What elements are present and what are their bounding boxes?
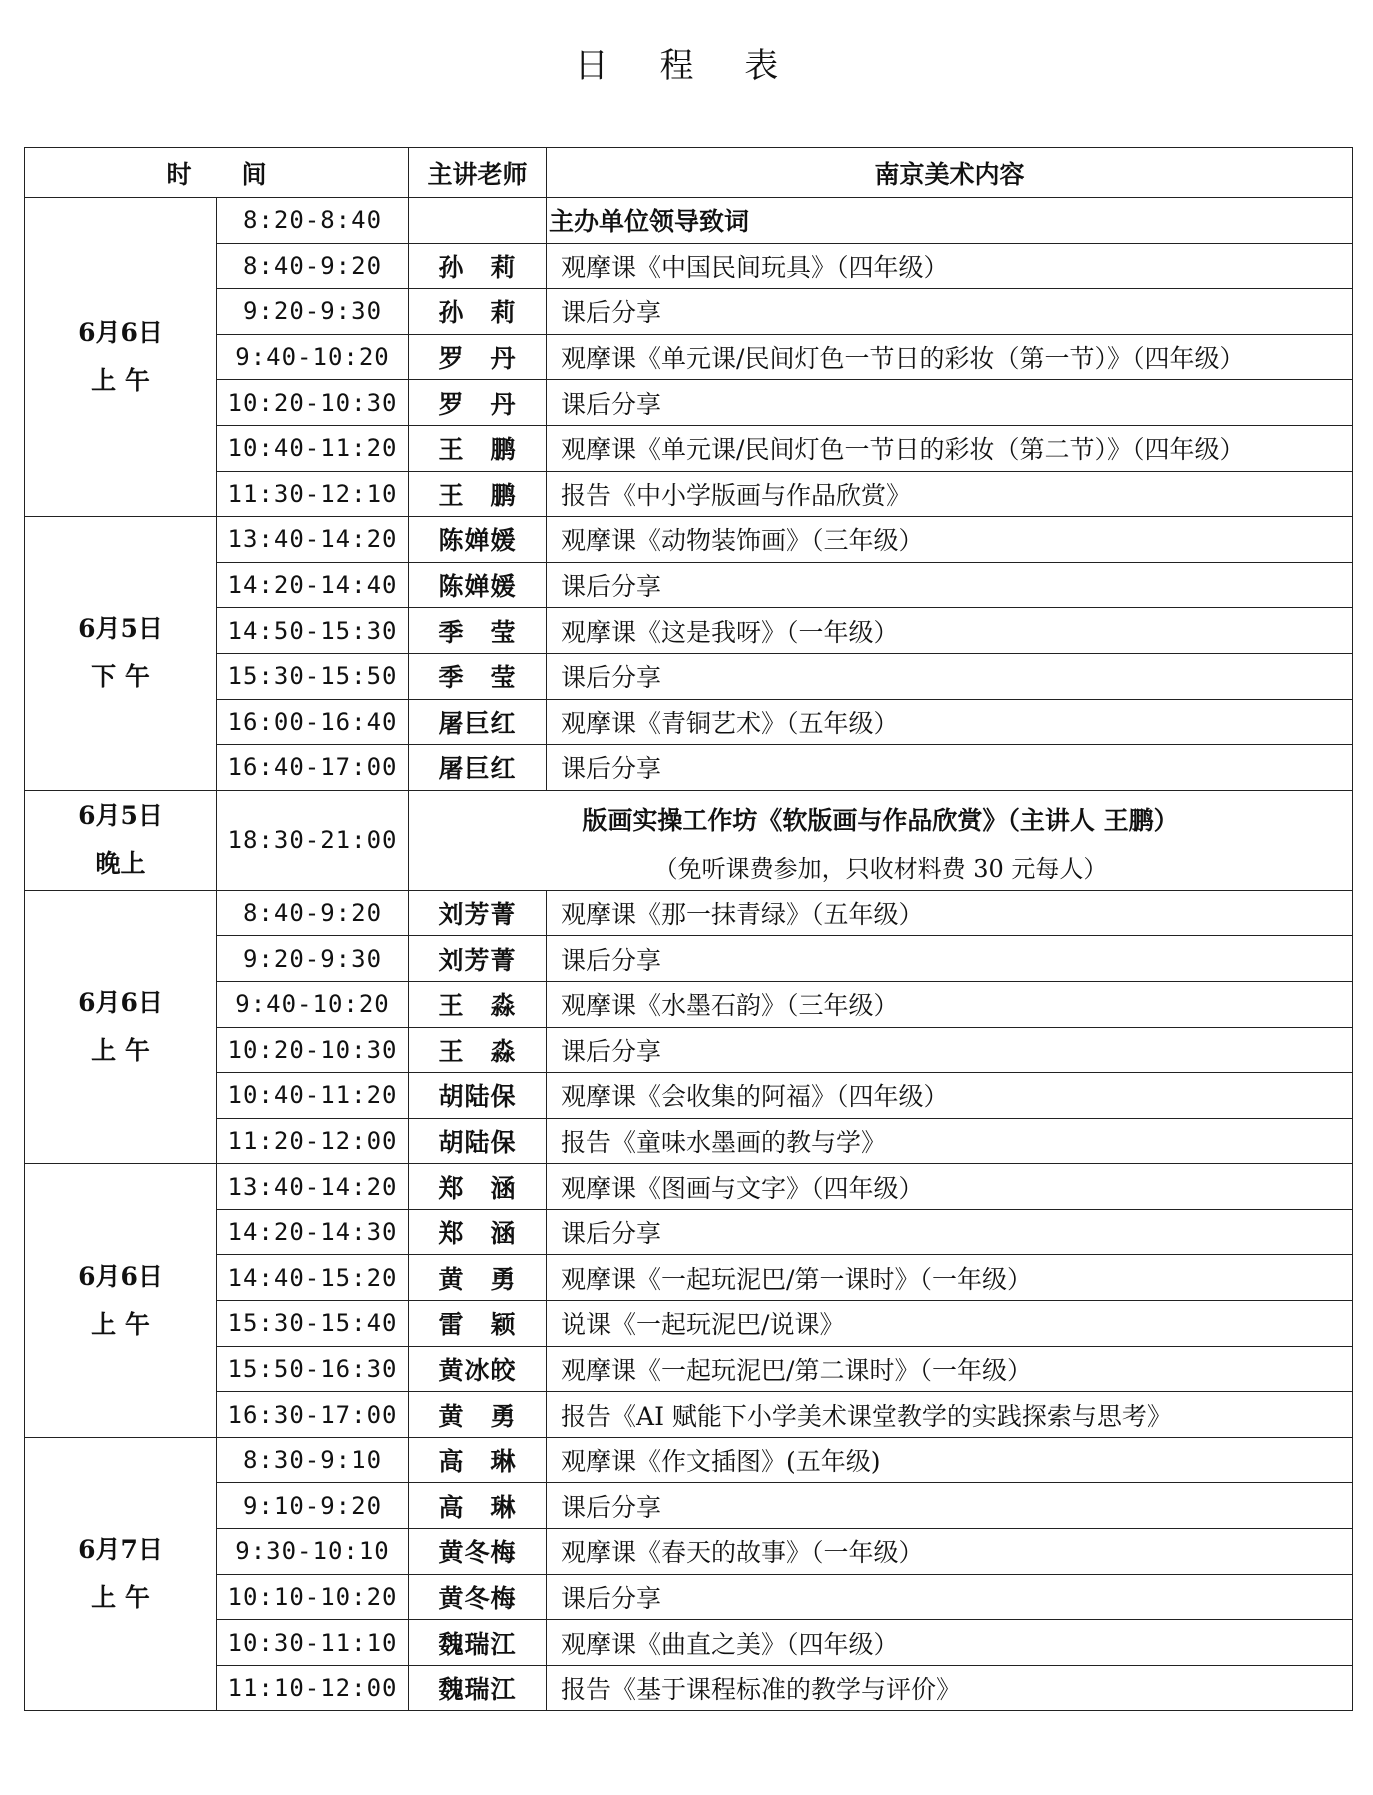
teacher-cell: 陈婵媛 xyxy=(409,517,547,563)
teacher-cell xyxy=(409,198,547,244)
time-cell: 11:20-12:00 xyxy=(217,1118,409,1164)
teacher-cell: 魏瑞江 xyxy=(409,1620,547,1666)
time-cell: 10:40-11:20 xyxy=(217,425,409,471)
teacher-cell: 陈婵媛 xyxy=(409,562,547,608)
time-cell: 13:40-14:20 xyxy=(217,1164,409,1210)
table-row xyxy=(25,243,1353,289)
teacher-cell: 郑 涵 xyxy=(409,1164,547,1210)
time-cell: 10:20-10:30 xyxy=(217,1027,409,1073)
date-period: 上 午 xyxy=(91,1583,150,1613)
content-cell: 观摩课《单元课/民间灯色一节日的彩妆（第一节）》（四年级） xyxy=(547,334,1353,380)
teacher-cell: 魏瑞江 xyxy=(409,1665,547,1711)
time-cell: 8:40-9:20 xyxy=(217,890,409,936)
content-cell: 课后分享 xyxy=(547,1574,1353,1620)
table-row xyxy=(25,1255,1353,1301)
time-cell: 9:20-9:30 xyxy=(217,289,409,335)
header-time: 时 间 xyxy=(25,148,409,198)
header-teacher: 主讲老师 xyxy=(409,148,547,198)
table-row xyxy=(25,1574,1353,1620)
time-cell: 15:30-15:40 xyxy=(217,1301,409,1347)
time-cell: 14:50-15:30 xyxy=(217,608,409,654)
teacher-cell: 胡陆保 xyxy=(409,1073,547,1119)
content-cell: 观摩课《春天的故事》（一年级） xyxy=(547,1529,1353,1575)
table-row xyxy=(25,1346,1353,1392)
time-cell: 16:00-16:40 xyxy=(217,699,409,745)
date-cell xyxy=(25,198,217,517)
teacher-cell: 黄冬梅 xyxy=(409,1529,547,1575)
table-row xyxy=(25,981,1353,1027)
table-row xyxy=(25,1483,1353,1529)
workshop-date-day: 6月5日 xyxy=(78,801,163,831)
content-cell: 观摩课《一起玩泥巴/第二课时》（一年级） xyxy=(547,1346,1353,1392)
date-period: 上 午 xyxy=(91,1036,150,1065)
teacher-cell: 高 琳 xyxy=(409,1437,547,1483)
table-row xyxy=(25,699,1353,745)
date-period: 下 午 xyxy=(91,662,150,692)
teacher-cell: 刘芳菁 xyxy=(409,936,547,982)
time-cell: 8:20-8:40 xyxy=(217,198,409,244)
date-cell xyxy=(25,1164,217,1438)
table-row xyxy=(25,1529,1353,1575)
date-day: 6月5日 xyxy=(78,614,163,644)
workshop-note: （免听课费参加，只收材料费 30 元每人） xyxy=(653,854,1108,883)
teacher-cell: 罗 丹 xyxy=(409,380,547,426)
teacher-cell: 雷 颖 xyxy=(409,1301,547,1347)
schedule-body-bottom xyxy=(25,890,1353,1711)
teacher-cell: 王 鹏 xyxy=(409,471,547,517)
time-cell: 15:50-16:30 xyxy=(217,1346,409,1392)
teacher-cell: 胡陆保 xyxy=(409,1118,547,1164)
teacher-cell: 屠巨红 xyxy=(409,745,547,791)
teacher-cell: 屠巨红 xyxy=(409,699,547,745)
content-cell: 课后分享 xyxy=(547,289,1353,335)
content-cell: 课后分享 xyxy=(547,1209,1353,1255)
schedule-body-top xyxy=(25,198,1353,791)
content-cell: 报告《AI 赋能下小学美术课堂教学的实践探索与思考》 xyxy=(547,1392,1353,1438)
date-cell xyxy=(25,517,217,791)
workshop-title: 版画实操工作坊《软版画与作品欣赏》（主讲人 王鹏） xyxy=(582,805,1179,835)
table-row xyxy=(25,608,1353,654)
content-cell: 观摩课《图画与文字》（四年级） xyxy=(547,1164,1353,1210)
time-cell: 8:30-9:10 xyxy=(217,1437,409,1483)
teacher-cell: 王 淼 xyxy=(409,1027,547,1073)
time-cell: 8:40-9:20 xyxy=(217,243,409,289)
content-cell: 观摩课《青铜艺术》（五年级） xyxy=(547,699,1353,745)
time-cell: 14:20-14:30 xyxy=(217,1209,409,1255)
workshop-date-period: 晚上 xyxy=(95,849,146,879)
time-cell: 11:30-12:10 xyxy=(217,471,409,517)
content-cell: 观摩课《这是我呀》（一年级） xyxy=(547,608,1353,654)
content-cell: 观摩课《那一抹青绿》（五年级） xyxy=(547,890,1353,936)
time-cell: 16:40-17:00 xyxy=(217,745,409,791)
table-row xyxy=(25,1665,1353,1711)
teacher-cell: 季 莹 xyxy=(409,608,547,654)
table-row xyxy=(25,1620,1353,1666)
content-cell: 说课《一起玩泥巴/说课》 xyxy=(547,1301,1353,1347)
content-cell: 课后分享 xyxy=(547,936,1353,982)
date-day: 6月7日 xyxy=(78,1535,163,1565)
teacher-cell: 罗 丹 xyxy=(409,334,547,380)
teacher-cell: 黄 勇 xyxy=(409,1392,547,1438)
workshop-row xyxy=(25,790,1353,890)
table-row xyxy=(25,890,1353,936)
header-content: 南京美术内容 xyxy=(547,148,1353,198)
table-row xyxy=(25,471,1353,517)
table-row xyxy=(25,1301,1353,1347)
date-day: 6月6日 xyxy=(78,318,163,348)
workshop-time: 18:30-21:00 xyxy=(217,790,409,890)
table-row xyxy=(25,289,1353,335)
time-cell: 11:10-12:00 xyxy=(217,1665,409,1711)
time-cell: 9:40-10:20 xyxy=(217,334,409,380)
time-cell: 10:20-10:30 xyxy=(217,380,409,426)
content-cell: 观摩课《一起玩泥巴/第一课时》（一年级） xyxy=(547,1255,1353,1301)
time-cell: 14:20-14:40 xyxy=(217,562,409,608)
time-cell: 9:30-10:10 xyxy=(217,1529,409,1575)
time-cell: 9:40-10:20 xyxy=(217,981,409,1027)
teacher-cell: 黄 勇 xyxy=(409,1255,547,1301)
content-cell: 观摩课《曲直之美》（四年级） xyxy=(547,1620,1353,1666)
teacher-cell: 黄冬梅 xyxy=(409,1574,547,1620)
table-row xyxy=(25,745,1353,791)
content-cell: 观摩课《中国民间玩具》（四年级） xyxy=(547,243,1353,289)
table-row xyxy=(25,1073,1353,1119)
teacher-cell: 王 鹏 xyxy=(409,425,547,471)
table-row xyxy=(25,1027,1353,1073)
table-row xyxy=(25,198,1353,244)
table-row xyxy=(25,425,1353,471)
content-cell: 观摩课《会收集的阿福》（四年级） xyxy=(547,1073,1353,1119)
workshop-content xyxy=(409,790,1353,890)
table-row xyxy=(25,1392,1353,1438)
workshop-body xyxy=(25,790,1353,890)
date-cell xyxy=(25,1437,217,1711)
workshop-date xyxy=(25,790,217,890)
table-row xyxy=(25,517,1353,563)
time-cell: 16:30-17:00 xyxy=(217,1392,409,1438)
teacher-cell: 刘芳菁 xyxy=(409,890,547,936)
time-cell: 13:40-14:20 xyxy=(217,517,409,563)
date-day: 6月6日 xyxy=(78,988,163,1017)
teacher-cell: 郑 涵 xyxy=(409,1209,547,1255)
content-cell: 报告《基于课程标准的教学与评价》 xyxy=(547,1665,1353,1711)
content-cell: 报告《童味水墨画的教与学》 xyxy=(547,1118,1353,1164)
time-cell: 10:40-11:20 xyxy=(217,1073,409,1119)
time-cell: 14:40-15:20 xyxy=(217,1255,409,1301)
content-cell: 课后分享 xyxy=(547,562,1353,608)
date-cell xyxy=(25,890,217,1164)
table-row xyxy=(25,1209,1353,1255)
table-row xyxy=(25,653,1353,699)
table-row xyxy=(25,1164,1353,1210)
teacher-cell: 高 琳 xyxy=(409,1483,547,1529)
content-cell: 主办单位领导致词 xyxy=(547,198,1353,244)
time-cell: 9:10-9:20 xyxy=(217,1483,409,1529)
teacher-cell: 孙 莉 xyxy=(409,289,547,335)
date-period: 上 午 xyxy=(91,366,150,396)
content-cell: 观摩课《作文插图》(五年级) xyxy=(547,1437,1353,1483)
header-row xyxy=(25,148,1353,198)
teacher-cell: 季 莹 xyxy=(409,653,547,699)
content-cell: 课后分享 xyxy=(547,1027,1353,1073)
schedule-table xyxy=(24,147,1353,1711)
content-cell: 课后分享 xyxy=(547,1483,1353,1529)
table-row xyxy=(25,380,1353,426)
time-cell: 15:30-15:50 xyxy=(217,653,409,699)
teacher-cell: 黄冰皎 xyxy=(409,1346,547,1392)
date-day: 6月6日 xyxy=(78,1261,163,1291)
content-cell: 课后分享 xyxy=(547,380,1353,426)
table-row xyxy=(25,1118,1353,1164)
table-row xyxy=(25,334,1353,380)
content-cell: 课后分享 xyxy=(547,653,1353,699)
teacher-cell: 王 淼 xyxy=(409,981,547,1027)
content-cell: 观摩课《动物装饰画》（三年级） xyxy=(547,517,1353,563)
content-cell: 观摩课《水墨石韵》（三年级） xyxy=(547,981,1353,1027)
table-row xyxy=(25,1437,1353,1483)
content-cell: 观摩课《单元课/民间灯色一节日的彩妆（第二节）》（四年级） xyxy=(547,425,1353,471)
page-title: 日 程 表 xyxy=(574,46,799,86)
teacher-cell: 孙 莉 xyxy=(409,243,547,289)
content-cell: 课后分享 xyxy=(547,745,1353,791)
time-cell: 10:30-11:10 xyxy=(217,1620,409,1666)
time-cell: 9:20-9:30 xyxy=(217,936,409,982)
time-cell: 10:10-10:20 xyxy=(217,1574,409,1620)
table-row xyxy=(25,562,1353,608)
table-row xyxy=(25,936,1353,982)
date-period: 上 午 xyxy=(91,1309,150,1339)
content-cell: 报告《中小学版画与作品欣赏》 xyxy=(547,471,1353,517)
